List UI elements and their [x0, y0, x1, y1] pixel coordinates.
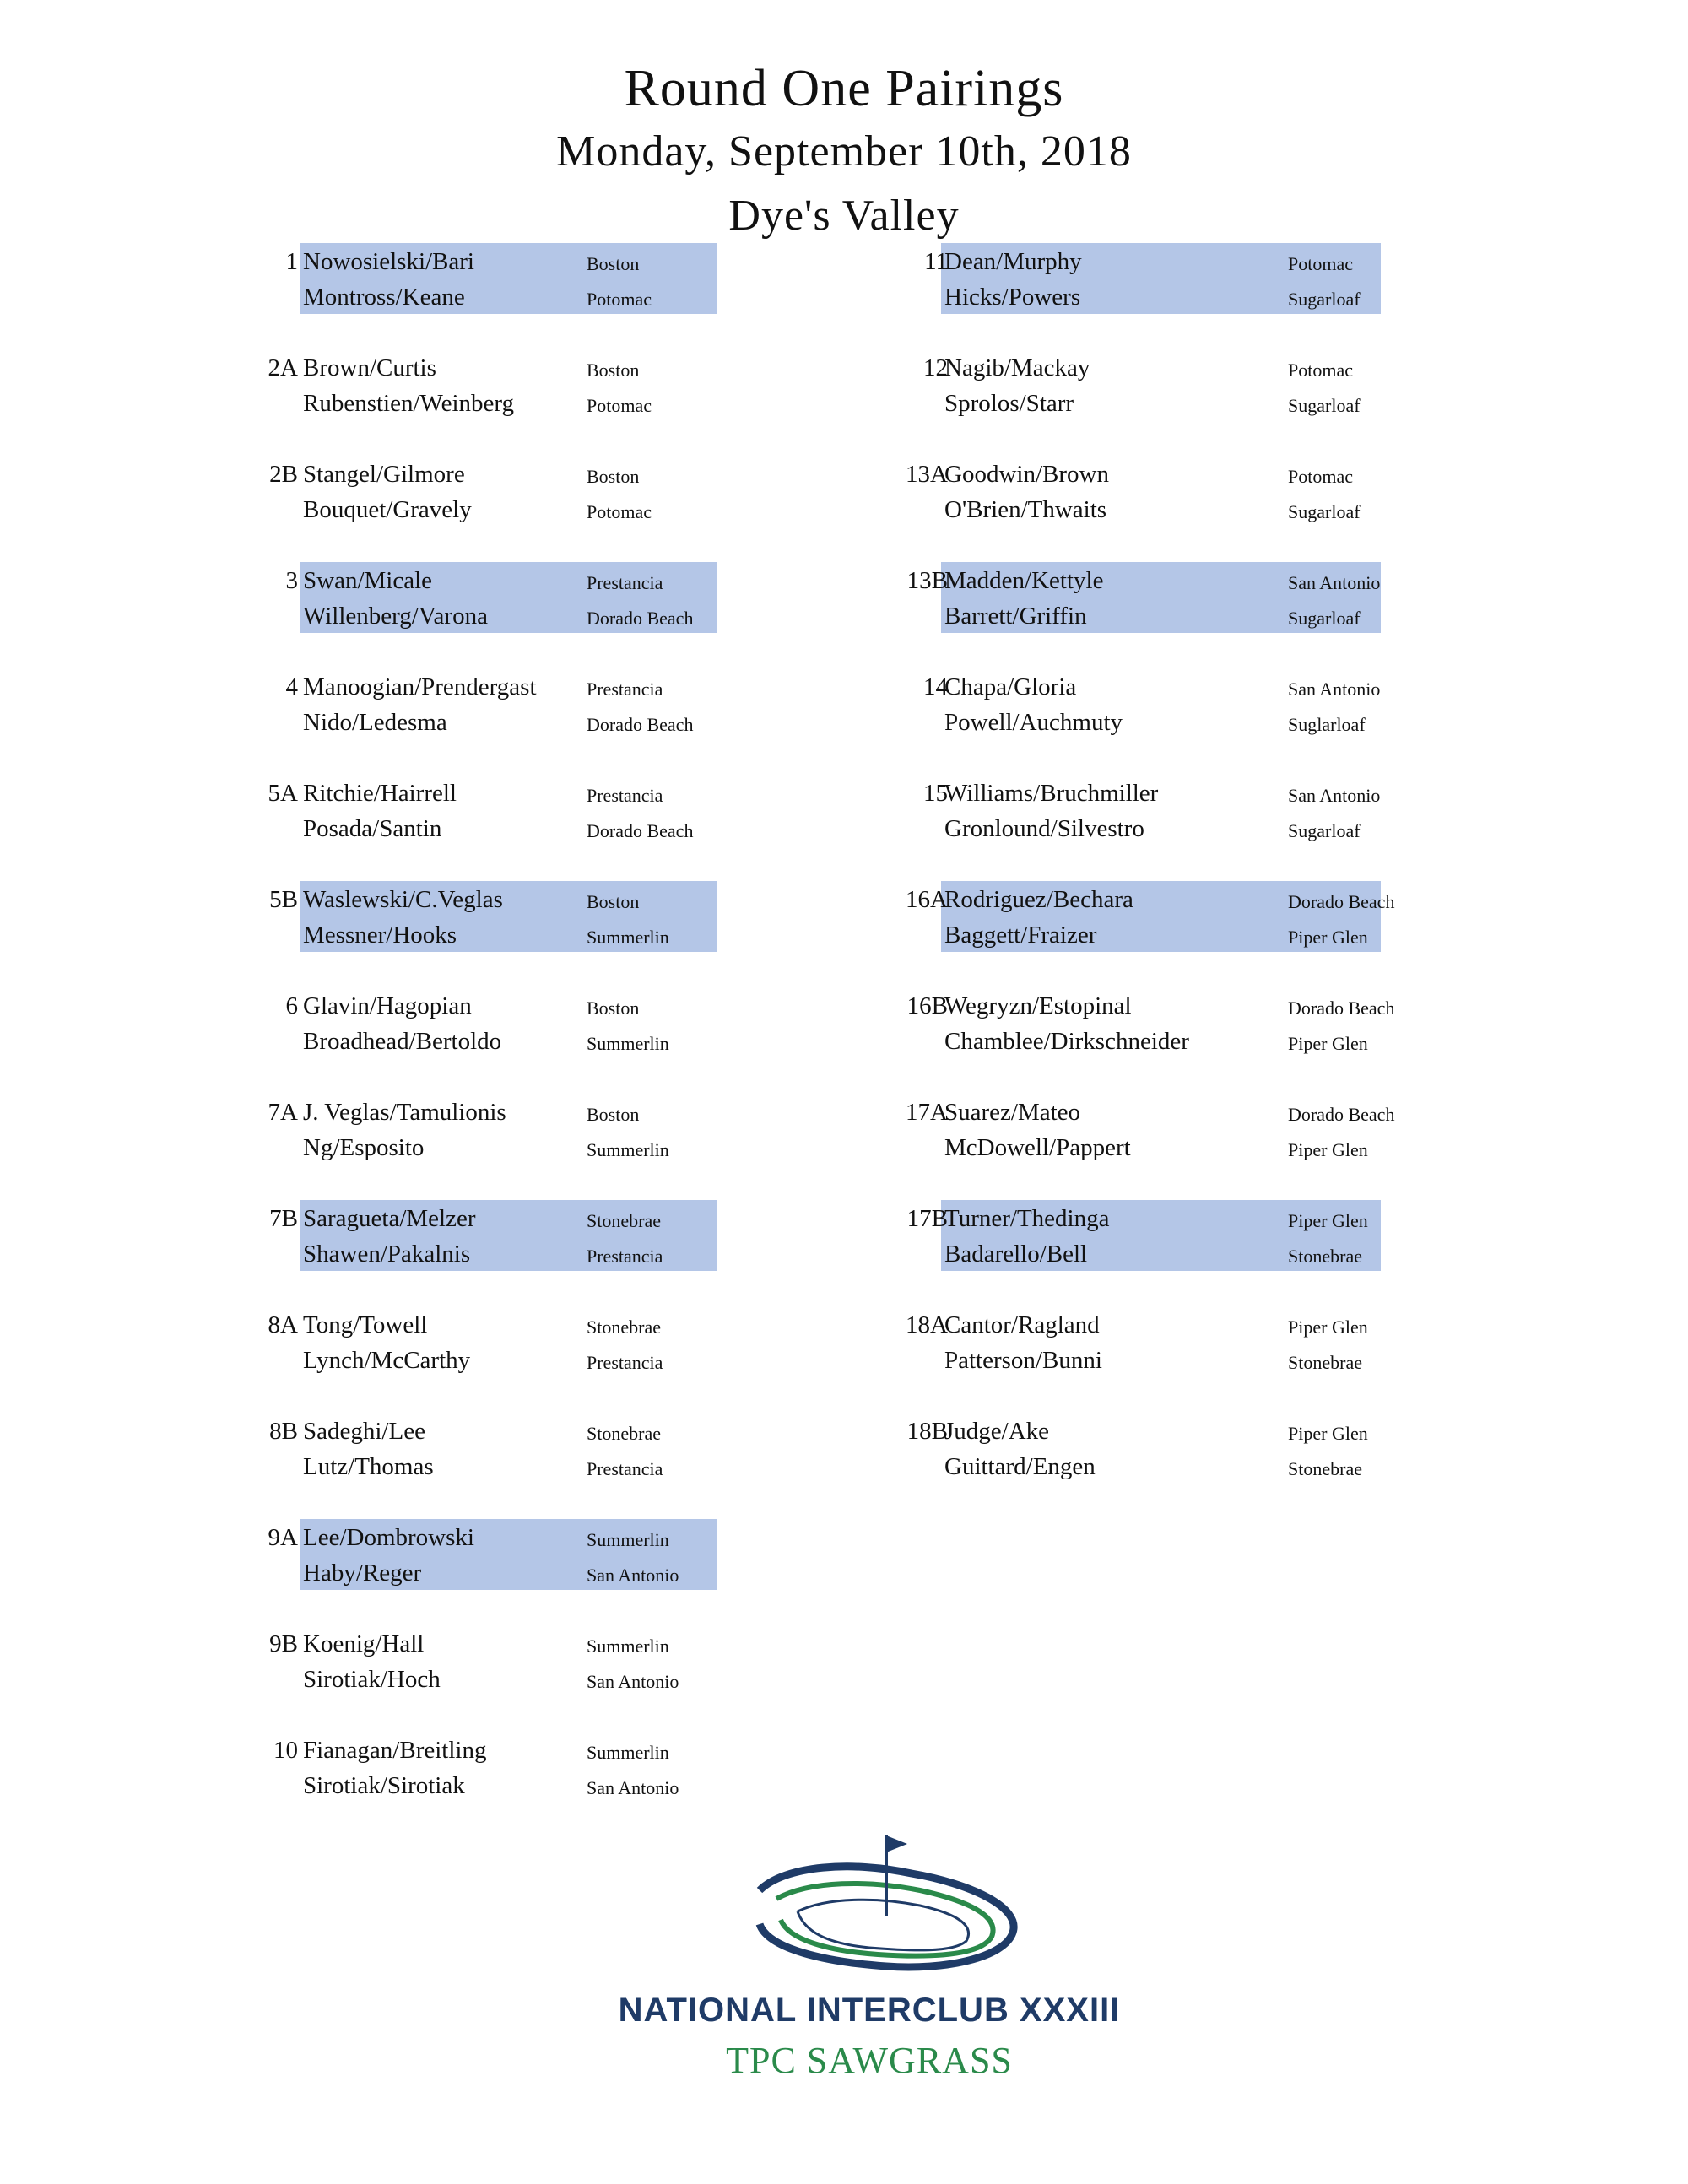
pairing-row — [303, 243, 717, 278]
pairing-row — [303, 1200, 717, 1235]
club-name: Boston — [587, 359, 640, 381]
group-number: 11 — [924, 248, 948, 275]
logo-subtitle: TPC SAWGRASS — [726, 2040, 1013, 2081]
club-name: Potomac — [587, 289, 652, 310]
player-names: Turner/Thedinga — [944, 1205, 1110, 1232]
club-name: Boston — [587, 466, 640, 487]
club-name: Boston — [587, 1104, 640, 1125]
group-number: 16B — [906, 992, 948, 1019]
club-name: Piper Glen — [1288, 1139, 1368, 1160]
pairing-group — [895, 668, 1381, 739]
player-names: Cantor/Ragland — [944, 1311, 1100, 1338]
pairing-row — [944, 597, 1361, 633]
player-names: Glavin/Hagopian — [303, 992, 472, 1019]
group-number: 13A — [906, 461, 948, 488]
pairing-row — [944, 278, 1361, 314]
club-name: Piper Glen — [1288, 1423, 1368, 1444]
player-names: Dean/Murphy — [944, 248, 1082, 275]
player-names: Baggett/Fraizer — [944, 922, 1097, 949]
group-number: 8B — [269, 1418, 298, 1445]
player-names: Montross/Keane — [303, 284, 465, 311]
player-names: Sirotiak/Hoch — [303, 1666, 441, 1693]
pairing-group — [253, 243, 717, 314]
player-names: Posada/Santin — [303, 815, 442, 842]
pairing-row — [303, 1129, 717, 1165]
player-names: Barrett/Griffin — [944, 603, 1087, 630]
club-name: Stonebrae — [1288, 1246, 1362, 1267]
player-names: J. Veglas/Tamulionis — [303, 1099, 506, 1126]
club-name: Boston — [587, 891, 640, 912]
player-names: Williams/Bruchmiller — [944, 780, 1159, 807]
pairing-group — [895, 881, 1395, 952]
pairing-row — [944, 385, 1361, 420]
pairing-group — [895, 1413, 1367, 1484]
player-names: Nido/Ledesma — [303, 709, 447, 736]
group-number: 10 — [273, 1737, 298, 1764]
player-names: Messner/Hooks — [303, 922, 457, 949]
player-names: Lutz/Thomas — [303, 1453, 434, 1480]
pairing-row — [944, 349, 1358, 385]
pairing-group — [253, 562, 717, 633]
club-name: Dorado Beach — [1288, 891, 1395, 912]
pairing-group — [895, 1200, 1367, 1271]
pairing-row — [303, 1519, 717, 1554]
group-number: 3 — [285, 567, 298, 594]
event-date: Monday, September 10th, 2018 — [556, 127, 1132, 176]
pairing-group — [253, 1200, 717, 1271]
player-names: Sadeghi/Lee — [303, 1418, 425, 1445]
group-number: 14 — [923, 673, 948, 700]
club-name: Dorado Beach — [587, 820, 694, 841]
golf-course-logo-icon — [751, 1831, 1038, 1983]
pairing-row — [944, 810, 1361, 846]
pairing-row — [303, 916, 717, 952]
club-name: Summerlin — [587, 1529, 669, 1550]
club-name: Stonebrae — [587, 1423, 661, 1444]
pairing-row — [303, 385, 717, 420]
group-number: 5A — [268, 780, 298, 807]
club-name: San Antonio — [587, 1777, 679, 1798]
group-number: 9A — [268, 1524, 298, 1551]
pairing-row — [303, 1732, 717, 1767]
pairing-group — [253, 1306, 717, 1377]
player-names: Stangel/Gilmore — [303, 461, 465, 488]
player-names: Sirotiak/Sirotiak — [303, 1772, 465, 1799]
pairing-row — [303, 1235, 717, 1271]
pairing-row — [944, 1023, 1368, 1058]
pairing-row — [303, 1554, 717, 1590]
group-number: 1 — [285, 248, 298, 275]
club-name: Sugarloaf — [1288, 820, 1361, 841]
club-name: Prestancia — [587, 678, 663, 700]
pairing-group — [895, 456, 1367, 527]
group-number: 7B — [269, 1205, 298, 1232]
pairing-row — [303, 1342, 717, 1377]
pairing-row — [944, 1342, 1362, 1377]
pairing-row — [303, 810, 717, 846]
club-name: Boston — [587, 253, 640, 274]
group-number: 18A — [906, 1311, 948, 1338]
player-names: Hicks/Powers — [944, 284, 1081, 311]
pairing-group — [253, 775, 717, 846]
group-number: 7A — [268, 1099, 298, 1126]
club-name: Sugarloaf — [1288, 501, 1361, 522]
pairing-group — [253, 456, 717, 527]
pairing-row — [944, 1306, 1368, 1342]
pairing-row — [944, 1129, 1368, 1165]
club-name: Stonebrae — [587, 1316, 661, 1338]
pairing-group — [895, 987, 1395, 1058]
pairing-row — [303, 1767, 717, 1803]
player-names: Ritchie/Hairrell — [303, 780, 457, 807]
club-name: Sugarloaf — [1288, 289, 1361, 310]
pairing-group — [253, 1094, 717, 1165]
pairing-row — [944, 243, 1358, 278]
group-number: 15 — [923, 780, 948, 807]
player-names: Madden/Kettyle — [944, 567, 1104, 594]
course-name: Dye's Valley — [728, 192, 960, 240]
player-names: Tong/Towell — [303, 1311, 428, 1338]
club-name: Summerlin — [587, 1033, 669, 1054]
pairing-row — [303, 668, 717, 704]
left-pairings-column — [253, 243, 717, 1838]
club-name: Prestancia — [587, 572, 663, 593]
group-number: 17B — [906, 1205, 948, 1232]
player-names: Koenig/Hall — [303, 1630, 425, 1657]
club-name: Dorado Beach — [587, 714, 694, 735]
pairing-group — [895, 562, 1381, 633]
pairing-row — [303, 1448, 717, 1484]
player-names: Wegryzn/Estopinal — [944, 992, 1132, 1019]
club-name: San Antonio — [1288, 785, 1381, 806]
pairing-group — [895, 1094, 1395, 1165]
player-names: Waslewski/C.Veglas — [303, 886, 503, 913]
player-names: Fianagan/Breitling — [303, 1737, 487, 1764]
logo-title: NATIONAL INTERCLUB XXXIII — [618, 1992, 1121, 2029]
player-names: Swan/Micale — [303, 567, 433, 594]
club-name: San Antonio — [1288, 572, 1381, 593]
club-name: San Antonio — [587, 1565, 679, 1586]
club-name: Potomac — [587, 395, 652, 416]
player-names: Guittard/Engen — [944, 1453, 1096, 1480]
pairing-row — [944, 881, 1395, 916]
club-name: Stonebrae — [1288, 1458, 1362, 1479]
group-number: 17A — [906, 1099, 948, 1126]
group-number: 2B — [269, 461, 298, 488]
pairing-row — [944, 562, 1381, 597]
club-name: Summerlin — [587, 1742, 669, 1763]
group-number: 9B — [269, 1630, 298, 1657]
player-names: Chamblee/Dirkschneider — [944, 1028, 1189, 1055]
pairing-group — [253, 1413, 717, 1484]
player-names: Patterson/Bunni — [944, 1347, 1102, 1374]
club-name: Piper Glen — [1288, 1316, 1368, 1338]
pairing-row — [303, 456, 717, 491]
club-name: Piper Glen — [1288, 1210, 1368, 1231]
player-names: Manoogian/Prendergast — [303, 673, 537, 700]
pairing-row — [944, 1413, 1368, 1448]
pairing-group — [895, 1306, 1367, 1377]
pairing-row — [303, 491, 717, 527]
pairing-group — [253, 881, 717, 952]
club-name: Suglarloaf — [1288, 714, 1366, 735]
group-number: 8A — [268, 1311, 298, 1338]
pairing-group — [253, 1519, 717, 1590]
pairing-row — [944, 1200, 1368, 1235]
group-number: 2A — [268, 354, 298, 381]
group-number: 16A — [906, 886, 948, 913]
player-names: Broadhead/Bertoldo — [303, 1028, 502, 1055]
club-name: Prestancia — [587, 785, 663, 806]
player-names: Rubenstien/Weinberg — [303, 390, 515, 417]
player-names: Lee/Dombrowski — [303, 1524, 474, 1551]
player-names: McDowell/Pappert — [944, 1134, 1131, 1161]
pairing-row — [303, 278, 717, 314]
player-names: Chapa/Gloria — [944, 673, 1077, 700]
page-title: Round One Pairings — [624, 60, 1064, 117]
pairing-group — [253, 668, 717, 739]
pairing-row — [303, 1661, 717, 1696]
pairing-row — [944, 1235, 1362, 1271]
pairing-row — [944, 775, 1381, 810]
pairing-row — [303, 1306, 717, 1342]
player-names: O'Brien/Thwaits — [944, 496, 1107, 523]
pairing-row — [944, 1094, 1395, 1129]
club-name: Potomac — [1288, 466, 1353, 487]
right-pairings-column — [895, 243, 1395, 1519]
pairing-group — [253, 1625, 717, 1696]
group-number: 6 — [285, 992, 298, 1019]
club-name: Potomac — [587, 501, 652, 522]
pairing-row — [303, 987, 717, 1023]
pairing-row — [303, 597, 717, 633]
club-name: Prestancia — [587, 1352, 663, 1373]
player-names: Bouquet/Gravely — [303, 496, 472, 523]
player-names: Powell/Auchmuty — [944, 709, 1123, 736]
player-names: Badarello/Bell — [944, 1241, 1088, 1268]
pairing-row — [303, 1023, 717, 1058]
club-name: Boston — [587, 997, 640, 1019]
player-names: Sprolos/Starr — [944, 390, 1074, 417]
player-names: Rodriguez/Bechara — [944, 886, 1133, 913]
group-number: 18B — [906, 1418, 948, 1445]
player-names: Saragueta/Melzer — [303, 1205, 476, 1232]
club-name: Piper Glen — [1288, 1033, 1368, 1054]
pairing-row — [303, 562, 717, 597]
pairing-row — [303, 349, 717, 385]
club-name: Potomac — [1288, 253, 1353, 274]
club-name: Summerlin — [587, 1635, 669, 1657]
pairing-row — [944, 668, 1381, 704]
pairing-row — [303, 704, 717, 739]
player-names: Nowosielski/Bari — [303, 248, 474, 275]
player-names: Ng/Esposito — [303, 1134, 425, 1161]
club-name: San Antonio — [587, 1671, 679, 1692]
club-name: Summerlin — [587, 927, 669, 948]
club-name: Prestancia — [587, 1458, 663, 1479]
pairing-row — [944, 987, 1395, 1023]
pairing-row — [303, 1094, 717, 1129]
club-name: Sugarloaf — [1288, 608, 1361, 629]
pairing-group — [895, 775, 1381, 846]
pairing-row — [944, 1448, 1362, 1484]
club-name: Stonebrae — [1288, 1352, 1362, 1373]
player-names: Willenberg/Varona — [303, 603, 488, 630]
pairing-row — [944, 456, 1358, 491]
club-name: Sugarloaf — [1288, 395, 1361, 416]
pairing-row — [944, 916, 1368, 952]
player-names: Lynch/McCarthy — [303, 1347, 471, 1374]
club-name: Dorado Beach — [1288, 997, 1395, 1019]
group-number: 5B — [269, 886, 298, 913]
player-names: Goodwin/Brown — [944, 461, 1109, 488]
pairing-row — [303, 1625, 717, 1661]
pairing-group — [253, 349, 717, 420]
pairing-group — [895, 349, 1367, 420]
pairing-row — [944, 491, 1361, 527]
player-names: Nagib/Mackay — [944, 354, 1090, 381]
group-number: 12 — [923, 354, 948, 381]
club-name: Dorado Beach — [1288, 1104, 1395, 1125]
club-name: Stonebrae — [587, 1210, 661, 1231]
pairing-row — [303, 881, 717, 916]
club-name: Summerlin — [587, 1139, 669, 1160]
pairing-group — [253, 987, 717, 1058]
pairing-group — [895, 243, 1367, 314]
player-names: Judge/Ake — [944, 1418, 1050, 1445]
pairing-group — [253, 1732, 717, 1803]
player-names: Shawen/Pakalnis — [303, 1241, 471, 1268]
pairing-row — [944, 704, 1366, 739]
player-names: Brown/Curtis — [303, 354, 436, 381]
club-name: Piper Glen — [1288, 927, 1368, 948]
club-name: Prestancia — [587, 1246, 663, 1267]
player-names: Gronlound/Silvestro — [944, 815, 1144, 842]
group-number: 4 — [285, 673, 298, 700]
pairing-row — [303, 775, 717, 810]
club-name: Dorado Beach — [587, 608, 694, 629]
club-name: Potomac — [1288, 359, 1353, 381]
pairing-row — [303, 1413, 717, 1448]
player-names: Haby/Reger — [303, 1560, 422, 1587]
group-number: 13B — [906, 567, 948, 594]
club-name: San Antonio — [1288, 678, 1381, 700]
player-names: Suarez/Mateo — [944, 1099, 1081, 1126]
